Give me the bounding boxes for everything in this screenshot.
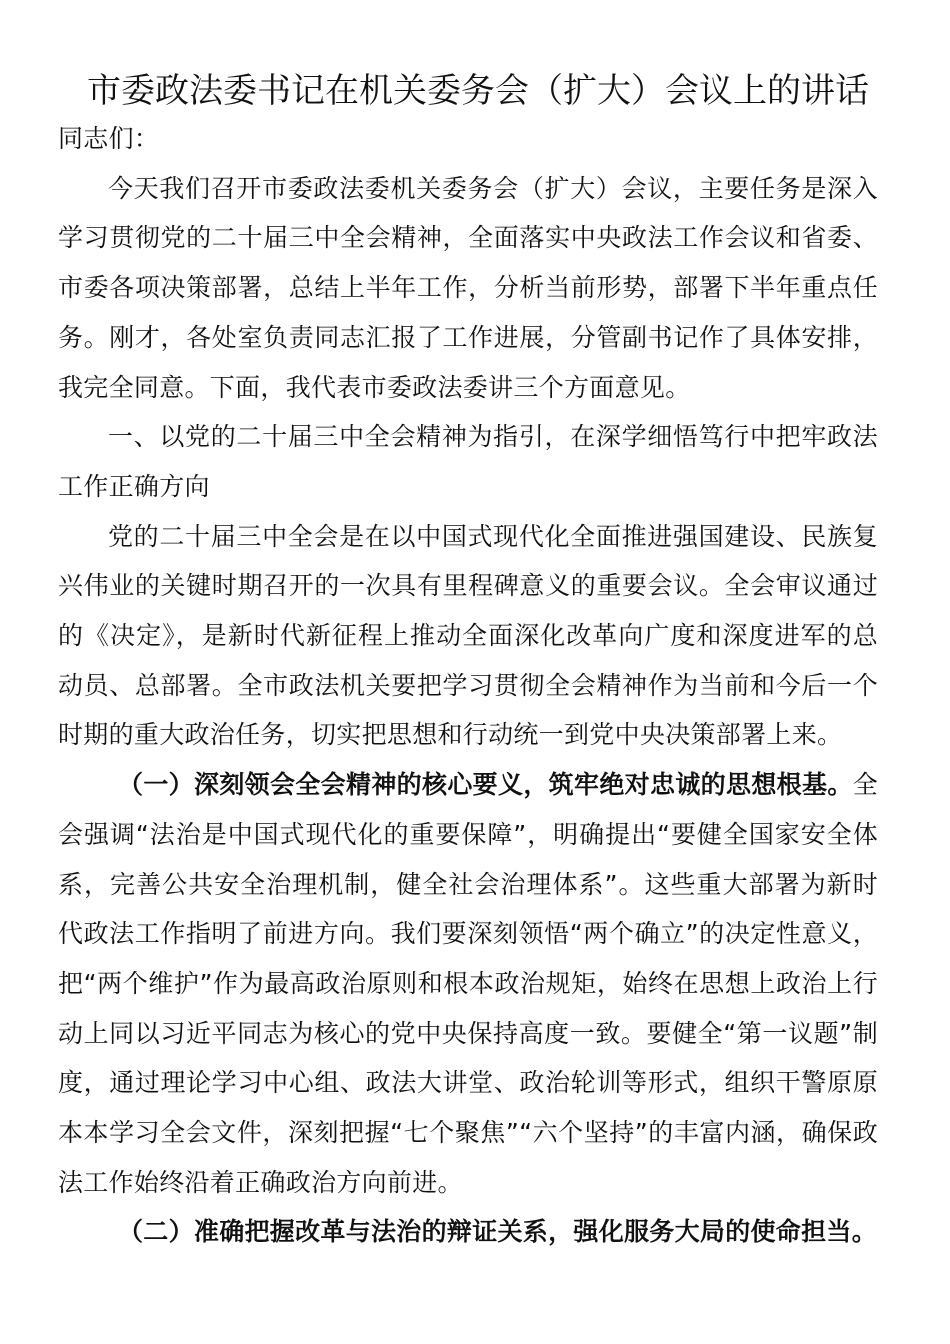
paragraph-subsection-1 [58, 760, 878, 1207]
document-title: 市委政法委书记在机关委务会（扩大）会议上的讲话 [87, 71, 869, 111]
document-body [58, 114, 878, 1257]
subsection-heading-2: （二）准确把握改革与法治的辩证关系，强化服务大局的使命担当。 [118, 1217, 878, 1247]
section-heading-1: 一、以党的二十届三中全会精神为指引，在深学细悟笃行中把牢政法工作正确方向 [58, 422, 878, 501]
salutation: 同志们： [58, 124, 160, 153]
paragraph-intro: 今天我们召开市委政法委机关委务会（扩大）会议，主要任务是深入学习贯彻党的二十届三中全会精神，全面落实中央政法工作会议和省委、市委各项决策部署，总结上半年工作，分析当前形势，部署下半年重点任务。刚才，各处室负责同志汇报了工作进展，分管副书记作了具体安排，我完全同意。下面，我代表市委政法委讲三个方面意见。 [58, 173, 878, 402]
subsection-body-1: 全会强调“法治是中国式现代化的重要保障”，明确提出“要健全国家安全体系，完善公共安全治理机制，健全社会治理体系”。这些重大部署为新时代政法工作指明了前进方向。我们要深刻领悟“两个确立”的决定性意义，把“两个维护”作为最高政治原则和根本政治规矩，始终在思想上政治上行动上同以习近平同志为核心的党中央保持高度一致。要健全“第一议题”制度，通过理论学习中心组、政法大讲堂、政治轮训等形式，组织干警原原本本学习全会文件，深刻把握“七个聚焦”“六个坚持”的丰富内涵，确保政法工作始终沿着正确政治方向前进。 [58, 770, 878, 1197]
subsection-heading-1: （一）深刻领会全会精神的核心要义，筑牢绝对忠诚的思想根基。 [118, 770, 853, 800]
paragraph-plenum: 党的二十届三中全会是在以中国式现代化全面推进强国建设、民族复兴伟业的关键时期召开的一次具有里程碑意义的重要会议。全会审议通过的《决定》，是新时代新征程上推动全面深化改革向广度和深度进军的总动员、总部署。全市政法机关要把学习贯彻全会精神作为当前和今后一个时期的重大政治任务，切实把思想和行动统一到党中央决策部署上来。 [58, 521, 878, 750]
